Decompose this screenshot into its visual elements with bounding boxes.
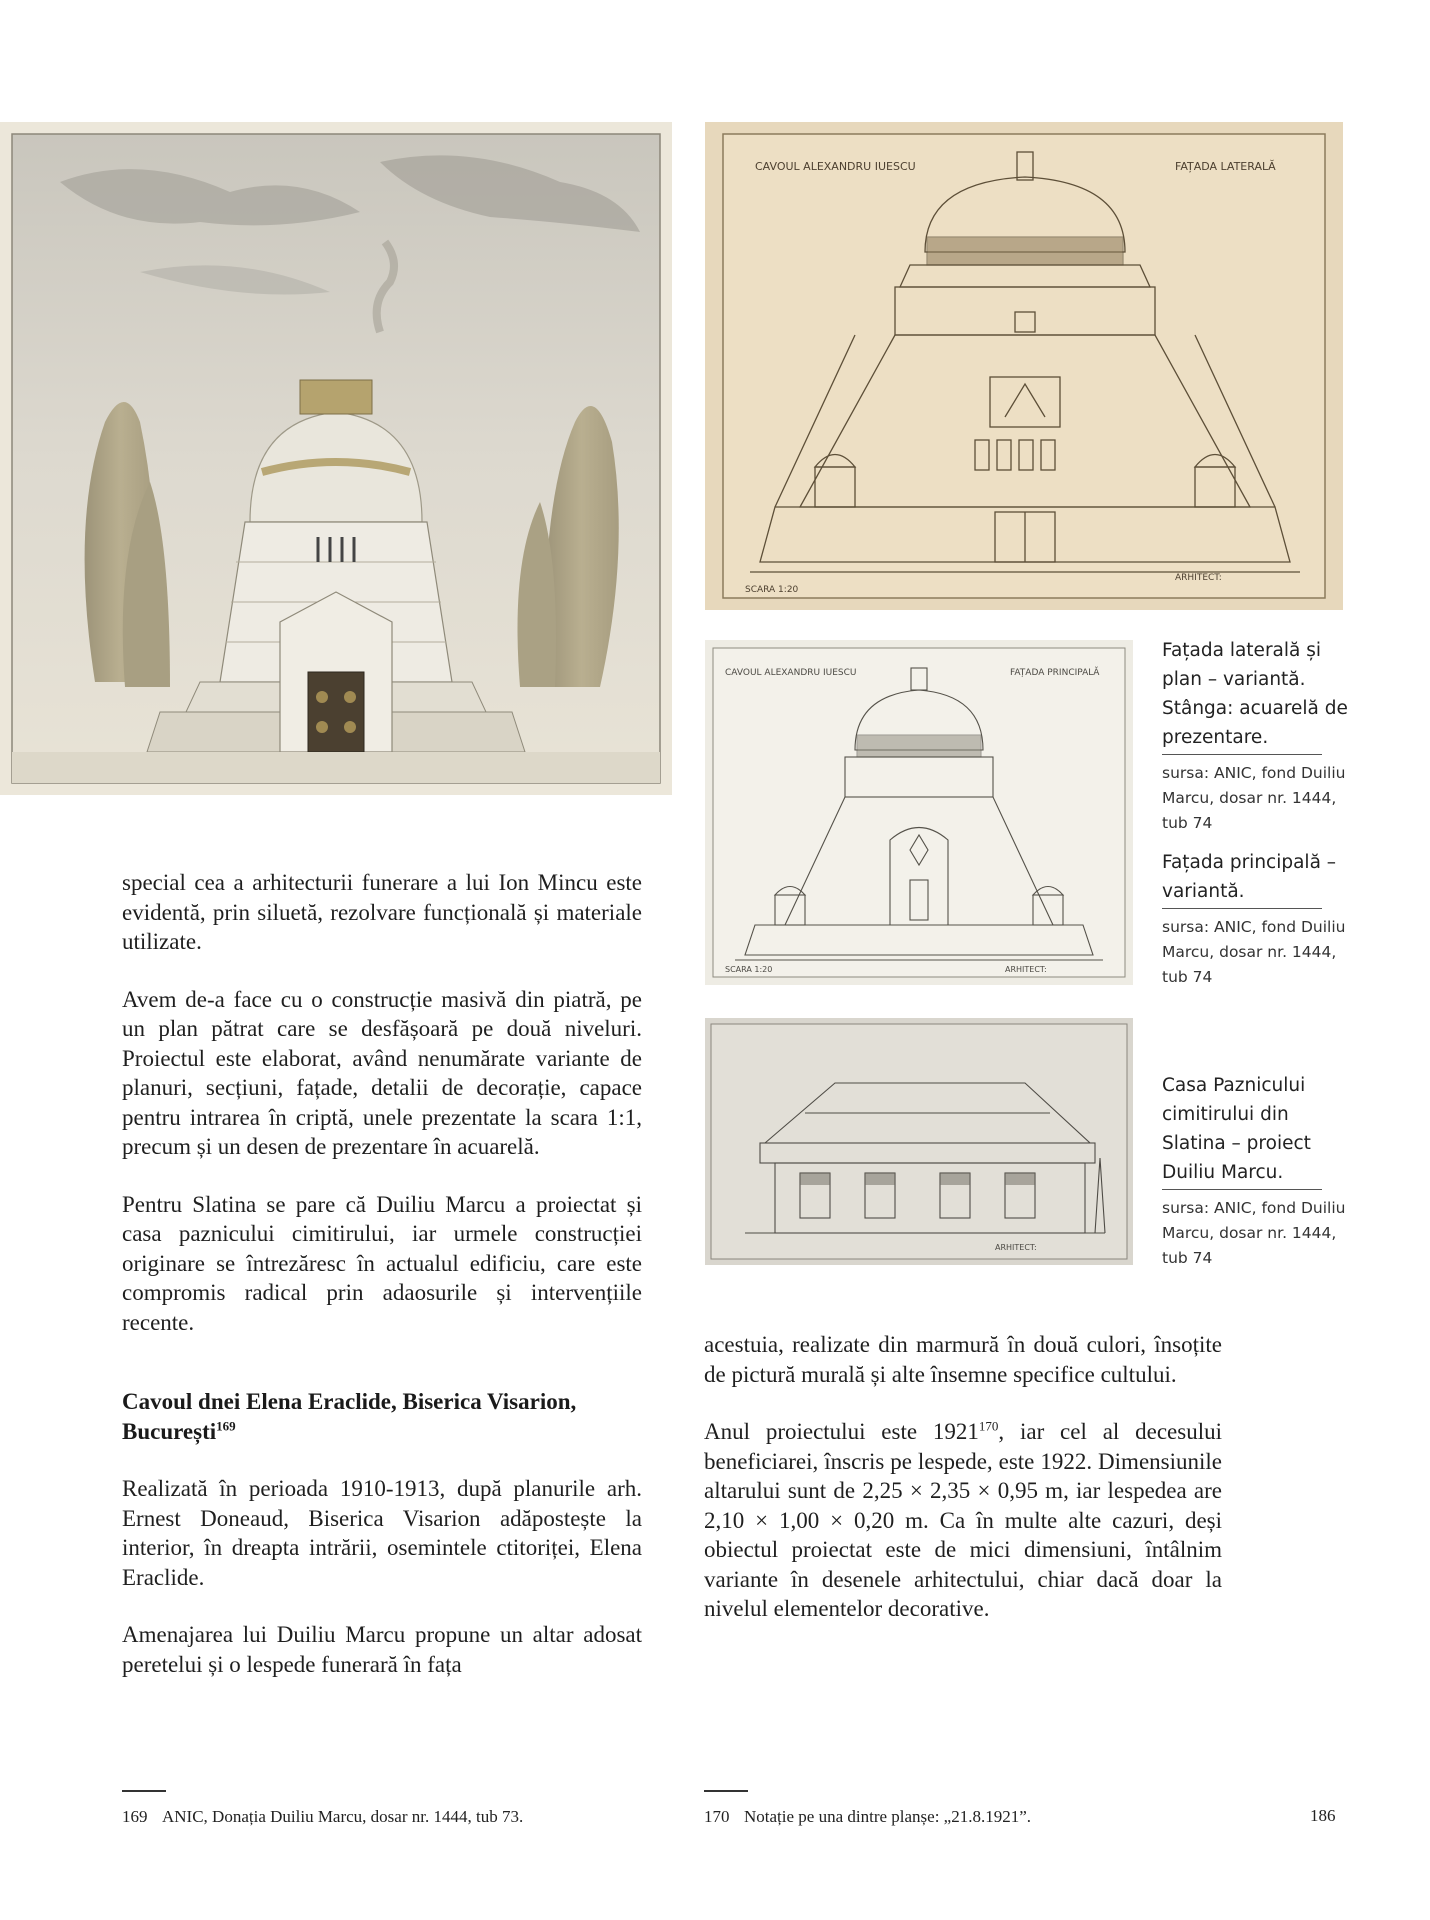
caption-lateral-facade <box>1162 636 1352 836</box>
caption-casa-title: Casa Paznicului cimitirului din Slatina – proiect Duiliu Marcu. <box>1162 1075 1311 1183</box>
left-paragraph-3: Pentru Slatina se pare că Duiliu Marcu a proiectat și casa paznicului cimitirului, iar urmele construcției originare se întrezăresc în actualul edificiu, care este compromis radical prin adaosurile și intervențiile recente. <box>122 1191 642 1335</box>
principal-drawing-architect: ARHITECT: <box>1005 965 1047 974</box>
left-paragraph-1: special cea a arhitecturii funerare a lui Ion Mincu este evidentă, prin siluetă, rezolvare funcțională și materiale utilizate. <box>122 870 642 954</box>
caption-principal-facade <box>1162 848 1352 990</box>
watercolor-drawing <box>0 122 672 795</box>
casa-paznicului-drawing <box>705 1018 1133 1265</box>
principal-facade-figure <box>705 640 1133 985</box>
principal-drawing-title-left: CAVOUL ALEXANDRU IUESCU <box>725 668 857 678</box>
lateral-drawing-scale: SCARA 1:20 <box>745 585 799 595</box>
section-heading-footnote-ref: 169 <box>216 1417 236 1433</box>
section-heading-text: Cavoul dnei Elena Eraclide, Biserica Visarion, București <box>122 1389 577 1444</box>
right-paragraph-2-start: Anul proiectului este 1921 <box>704 1419 979 1444</box>
caption-casa-paznicului <box>1162 1071 1352 1271</box>
right-paragraph-2-footnote-ref: 170 <box>978 1418 999 1434</box>
page-number: 186 <box>1310 1806 1336 1825</box>
lateral-drawing-architect: ARHITECT: <box>1175 573 1222 583</box>
casa-paznicului-figure <box>705 1018 1133 1265</box>
left-column-text <box>122 868 642 1707</box>
caption-casa-rule <box>1162 1189 1322 1190</box>
footnote-169-number: 169 <box>122 1807 148 1826</box>
principal-facade-drawing <box>705 640 1133 985</box>
caption-principal-source: sursa: ANIC, fond Duiliu Marcu, dosar nr. 1444, tub 74 <box>1162 918 1346 986</box>
lateral-facade-drawing <box>705 122 1343 610</box>
footnote-rule-right <box>704 1790 748 1792</box>
footnote-170-text: Notație pe una dintre planșe: „21.8.1921”. <box>744 1807 1032 1826</box>
principal-drawing-title-right: FAȚADA PRINCIPALĂ <box>1010 668 1100 678</box>
lateral-facade-figure <box>705 122 1343 610</box>
right-column-text <box>704 1330 1222 1652</box>
caption-lateral-title: Fațada laterală și plan – variantă. Stânga: acuarelă de prezentare. <box>1162 640 1348 748</box>
principal-drawing-scale: SCARA 1:20 <box>725 965 773 974</box>
left-paragraph-4: Realizată în perioada 1910-1913, după planurile arh. Ernest Doneaud, Biserica Visarion adăpostește la interior, în dreapta intrării, osemintele ctitoriței, Elena Eraclide. <box>122 1476 642 1590</box>
caption-lateral-source: sursa: ANIC, fond Duiliu Marcu, dosar nr. 1444, tub 74 <box>1162 764 1346 832</box>
lateral-drawing-title-left: CAVOUL ALEXANDRU IUESCU <box>755 160 916 173</box>
section-heading <box>122 1387 642 1446</box>
footnote-170 <box>704 1806 1031 1828</box>
casa-drawing-architect: ARHITECT: <box>995 1243 1037 1252</box>
right-paragraph-1: acestuia, realizate din marmură în două culori, însoțite de pictură murală și alte însemne specifice cultului. <box>704 1332 1222 1387</box>
footnote-170-number: 170 <box>704 1807 730 1826</box>
footnote-169 <box>122 1806 523 1828</box>
watercolor-presentation-figure <box>0 122 672 795</box>
left-paragraph-5: Amenajarea lui Duiliu Marcu propune un altar adosat peretelui și o lespede funerară în fața <box>122 1622 642 1677</box>
lateral-drawing-title-right: FAȚADA LATERALĂ <box>1175 160 1276 173</box>
caption-lateral-rule <box>1162 754 1322 755</box>
caption-principal-rule <box>1162 908 1322 909</box>
right-paragraph-2-rest: , iar cel al decesului beneficiarei, înscris pe lespede, este 1922. Dimensiunile altarului sunt de 2,25 × 2,35 × 0,95 m, iar lespedea are 2,10 × 1,00 × 0,20 m. Ca în multe alte cazuri, deși obiectul proiectat este de mici dimensiuni, întâlnim variante în desenele arhitectului, chiar dacă doar la nivelul elementelor decorative. <box>704 1419 1222 1621</box>
left-paragraph-2: Avem de-a face cu o construcție masivă din piatră, pe un plan pătrat care se desfășoară pe două niveluri. Proiectul este elaborat, având nenumărate variante de planuri, secțiuni, fațade, detalii de decorație, capace pentru intrarea în criptă, unele prezentate la scara 1:1, precum și un desen de prezentare în acuarelă. <box>122 986 642 1159</box>
footnote-169-text: ANIC, Donația Duiliu Marcu, dosar nr. 1444, tub 73. <box>162 1807 524 1826</box>
right-paragraph-2 <box>704 1417 1222 1624</box>
caption-principal-title: Fațada principală – variantă. <box>1162 852 1337 902</box>
caption-casa-source: sursa: ANIC, fond Duiliu Marcu, dosar nr. 1444, tub 74 <box>1162 1199 1346 1267</box>
footnote-rule-left <box>122 1790 166 1792</box>
